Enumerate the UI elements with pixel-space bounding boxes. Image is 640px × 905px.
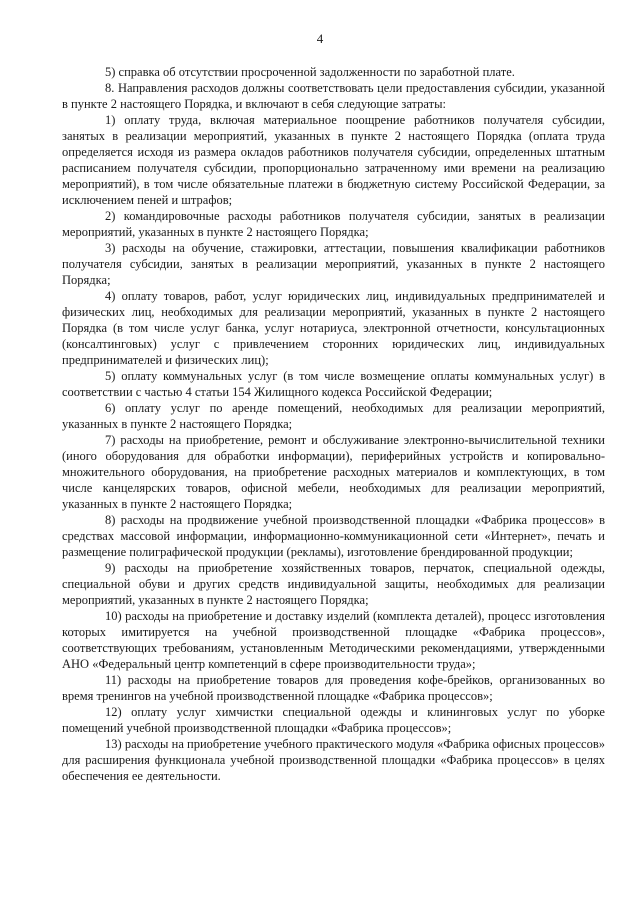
document-body — [62, 64, 605, 784]
expense-item-11: 11) расходы на приобретение товаров для проведения кофе-брейков, организованных во время тренингов на учебной производственной площадке «Фабрика процессов»; — [62, 673, 605, 703]
expense-item-5: 5) оплату коммунальных услуг (в том числе возмещение оплаты коммунальных услуг) в соответствии с частью 4 статьи 154 Жилищного кодекса Российской Федерации; — [62, 369, 605, 399]
expense-item-3: 3) расходы на обучение, стажировки, аттестации, повышения квалификации работников получателя субсидии, занятых в реализации мероприятий, указанных в пункте 2 настоящего Порядка; — [62, 241, 605, 287]
expense-item-13: 13) расходы на приобретение учебного практического модуля «Фабрика офисных процессов» для расширения функционала учебной производственной площадки «Фабрика процессов» в целях обеспечения ее деятельности. — [62, 737, 605, 783]
list-item-certificate: 5) справка об отсутствии просроченной задолженности по заработной плате. — [105, 65, 515, 79]
page-number: 4 — [316, 31, 324, 46]
expense-item-12: 12) оплату услуг химчистки специальной одежды и клининговых услуг по уборке помещений учебной производственной площадки «Фабрика процессов»; — [62, 705, 605, 735]
expense-item-2: 2) командировочные расходы работников получателя субсидии, занятых в реализации мероприятий, указанных в пункте 2 настоящего Порядка; — [62, 209, 605, 239]
expense-item-6: 6) оплату услуг по аренде помещений, необходимых для реализации мероприятий, указанных в пункте 2 настоящего Порядка; — [62, 401, 605, 431]
expense-item-10: 10) расходы на приобретение и доставку изделий (комплекта деталей), процесс изготовления которых имитируется на учебной производственной площадке «Фабрика процессов», соответствующих требованиям, установленным Методическими рекомендациями, утвержденными АНО «Федеральный центр компетенций в сфере производительности труда»; — [62, 609, 605, 671]
expense-item-8: 8) расходы на продвижение учебной производственной площадки «Фабрика процессов» в средствах массовой информации, информационно-коммуникационной сети «Интернет», печать и размещение полиграфической продукции (рекламы), изготовление брендированной продукции; — [62, 513, 605, 559]
expense-item-9: 9) расходы на приобретение хозяйственных товаров, перчаток, специальной одежды, специальной обуви и других средств индивидуальной защиты, необходимых для реализации мероприятий, указанных в пункте 2 настоящего Порядка; — [62, 561, 605, 607]
expense-item-1: 1) оплату труда, включая материальное поощрение работников получателя субсидии, занятых в реализации мероприятий, указанных в пункте 2 настоящего Порядка (оплата труда определяется исходя из размера окладов работников получателя субсидии, определенных штатным расписанием получателя субсидии, пропорционально затраченному ими времени на реализацию мероприятий), в том числе обязательные платежи в бюджетную систему Российской Федерации, за исключением пеней и штрафов; — [62, 113, 605, 207]
expense-item-7: 7) расходы на приобретение, ремонт и обслуживание электронно-вычислительной техники (иного оборудования для обработки информации), периферийных устройств и копировально-множительного оборудования, на приобретение расходных материалов и комплектующих, в том числе канцелярских товаров, офисной мебели, необходимых для реализации мероприятий, указанных в пункте 2 настоящего Порядка; — [62, 433, 605, 511]
section-8-intro: 8. Направления расходов должны соответствовать цели предоставления субсидии, указанной в пункте 2 настоящего Порядка, и включают в себя следующие затраты: — [62, 81, 605, 111]
expense-item-4: 4) оплату товаров, работ, услуг юридических лиц, индивидуальных предпринимателей и физических лиц, необходимых для реализации мероприятий, указанных в пункте 2 настоящего Порядка (в том числе услуг банка, услуг нотариуса, электронной отчетности, консультационных (консалтинговых) услуг с привлечением сторонних юридических лиц, индивидуальных предпринимателей и физических лиц); — [62, 289, 605, 367]
